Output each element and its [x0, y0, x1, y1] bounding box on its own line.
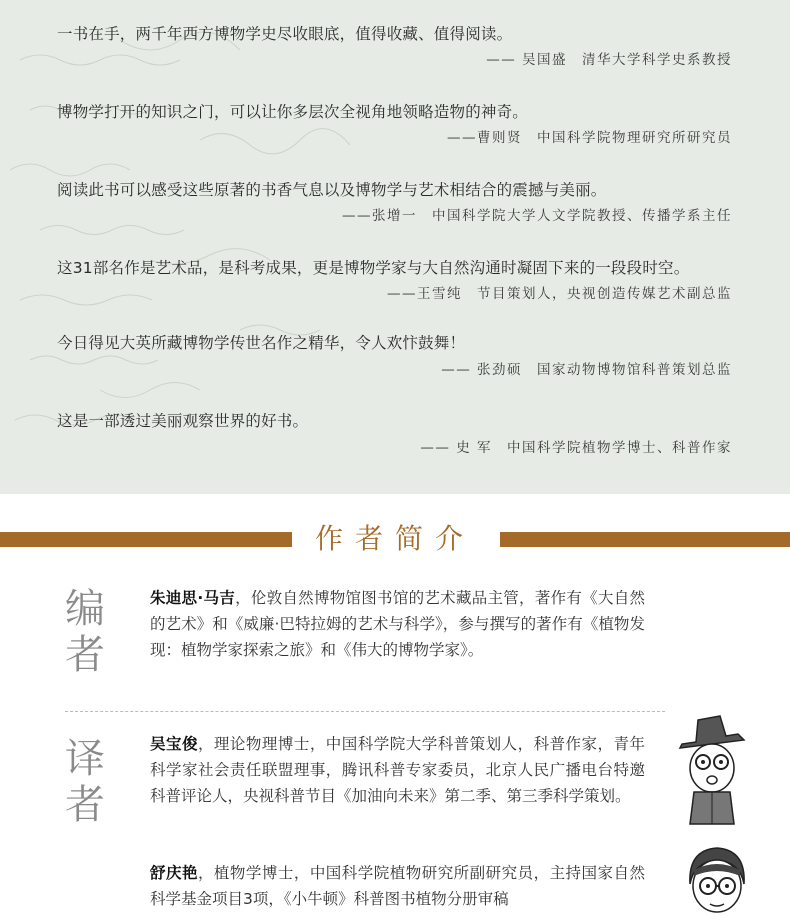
section-header-bar-left — [0, 532, 292, 547]
translator-name: 吴宝俊 — [150, 735, 198, 753]
quote-attribution: —— 史 军 中国科学院植物学博士、科普作家 — [420, 440, 732, 456]
translator-avatar-hat-illustration — [672, 712, 752, 828]
quote-text: 这是一部透过美丽观察世界的好书。 — [57, 412, 309, 430]
quote-text: 今日得见大英所藏博物学传世名作之精华，令人欢忭鼓舞！ — [57, 334, 466, 352]
quote-attribution: ——王雪纯 节目策划人，央视创造传媒艺术副总监 — [387, 286, 732, 302]
quote-text: 博物学打开的知识之门，可以让你多层次全视角地领略造物的神奇。 — [57, 103, 529, 121]
section-title: 作者简介 — [314, 522, 475, 555]
section-divider — [65, 711, 665, 712]
quote-attribution: ——张增一 中国科学院大学人文学院教授、传播学系主任 — [342, 208, 732, 224]
quote-text: 阅读此书可以感受这些原著的书香气息以及博物学与艺术相结合的震撼与美丽。 — [57, 181, 607, 199]
editor-role-label: 编 者 — [65, 586, 105, 678]
quote-attribution: ——曹则贤 中国科学院物理研究所研究员 — [447, 130, 732, 146]
translator-name: 舒庆艳 — [150, 864, 198, 882]
section-header-bar-right — [500, 532, 790, 547]
translator-bio — [150, 860, 645, 912]
quote-attribution: —— 吴国盛 清华大学科学史系教授 — [486, 52, 732, 68]
quote-text: 这31部名作是艺术品，是科考成果，更是博物学家与大自然沟通时凝固下来的一段段时空。 — [57, 259, 690, 277]
quote-attribution: —— 张劲硕 国家动物博物馆科普策划总监 — [441, 362, 732, 378]
translator-bio-text: ，植物学博士，中国科学院植物研究所副研究员，主持国家自然科学基金项目3项，《小牛顿》科普图书植物分册审稿 — [150, 864, 645, 908]
translator-avatar-glasses-illustration — [680, 844, 754, 916]
editor-bio — [150, 585, 645, 663]
translator-role-label: 译 者 — [65, 736, 105, 828]
translator-bio — [150, 731, 645, 809]
translator-bio-text: ，理论物理博士，中国科学院大学科普策划人，科普作家，青年科学家社会责任联盟理事，腾讯科普专家委员，北京人民广播电台特邀科普评论人，央视科普节目《加油向未来》第二季、第三季科学策划。 — [150, 735, 645, 805]
quote-text: 一书在手，两千年西方博物学史尽收眼底，值得收藏、值得阅读。 — [57, 25, 513, 43]
editor-bio-text: ，伦敦自然博物馆图书馆的艺术藏品主管，著作有《大自然的艺术》和《威廉·巴特拉姆的艺术与科学》，参与撰写的著作有《植物发现：植物学家探索之旅》和《伟大的博物学家》。 — [150, 589, 645, 659]
editor-name: 朱迪思·马吉 — [150, 589, 236, 607]
